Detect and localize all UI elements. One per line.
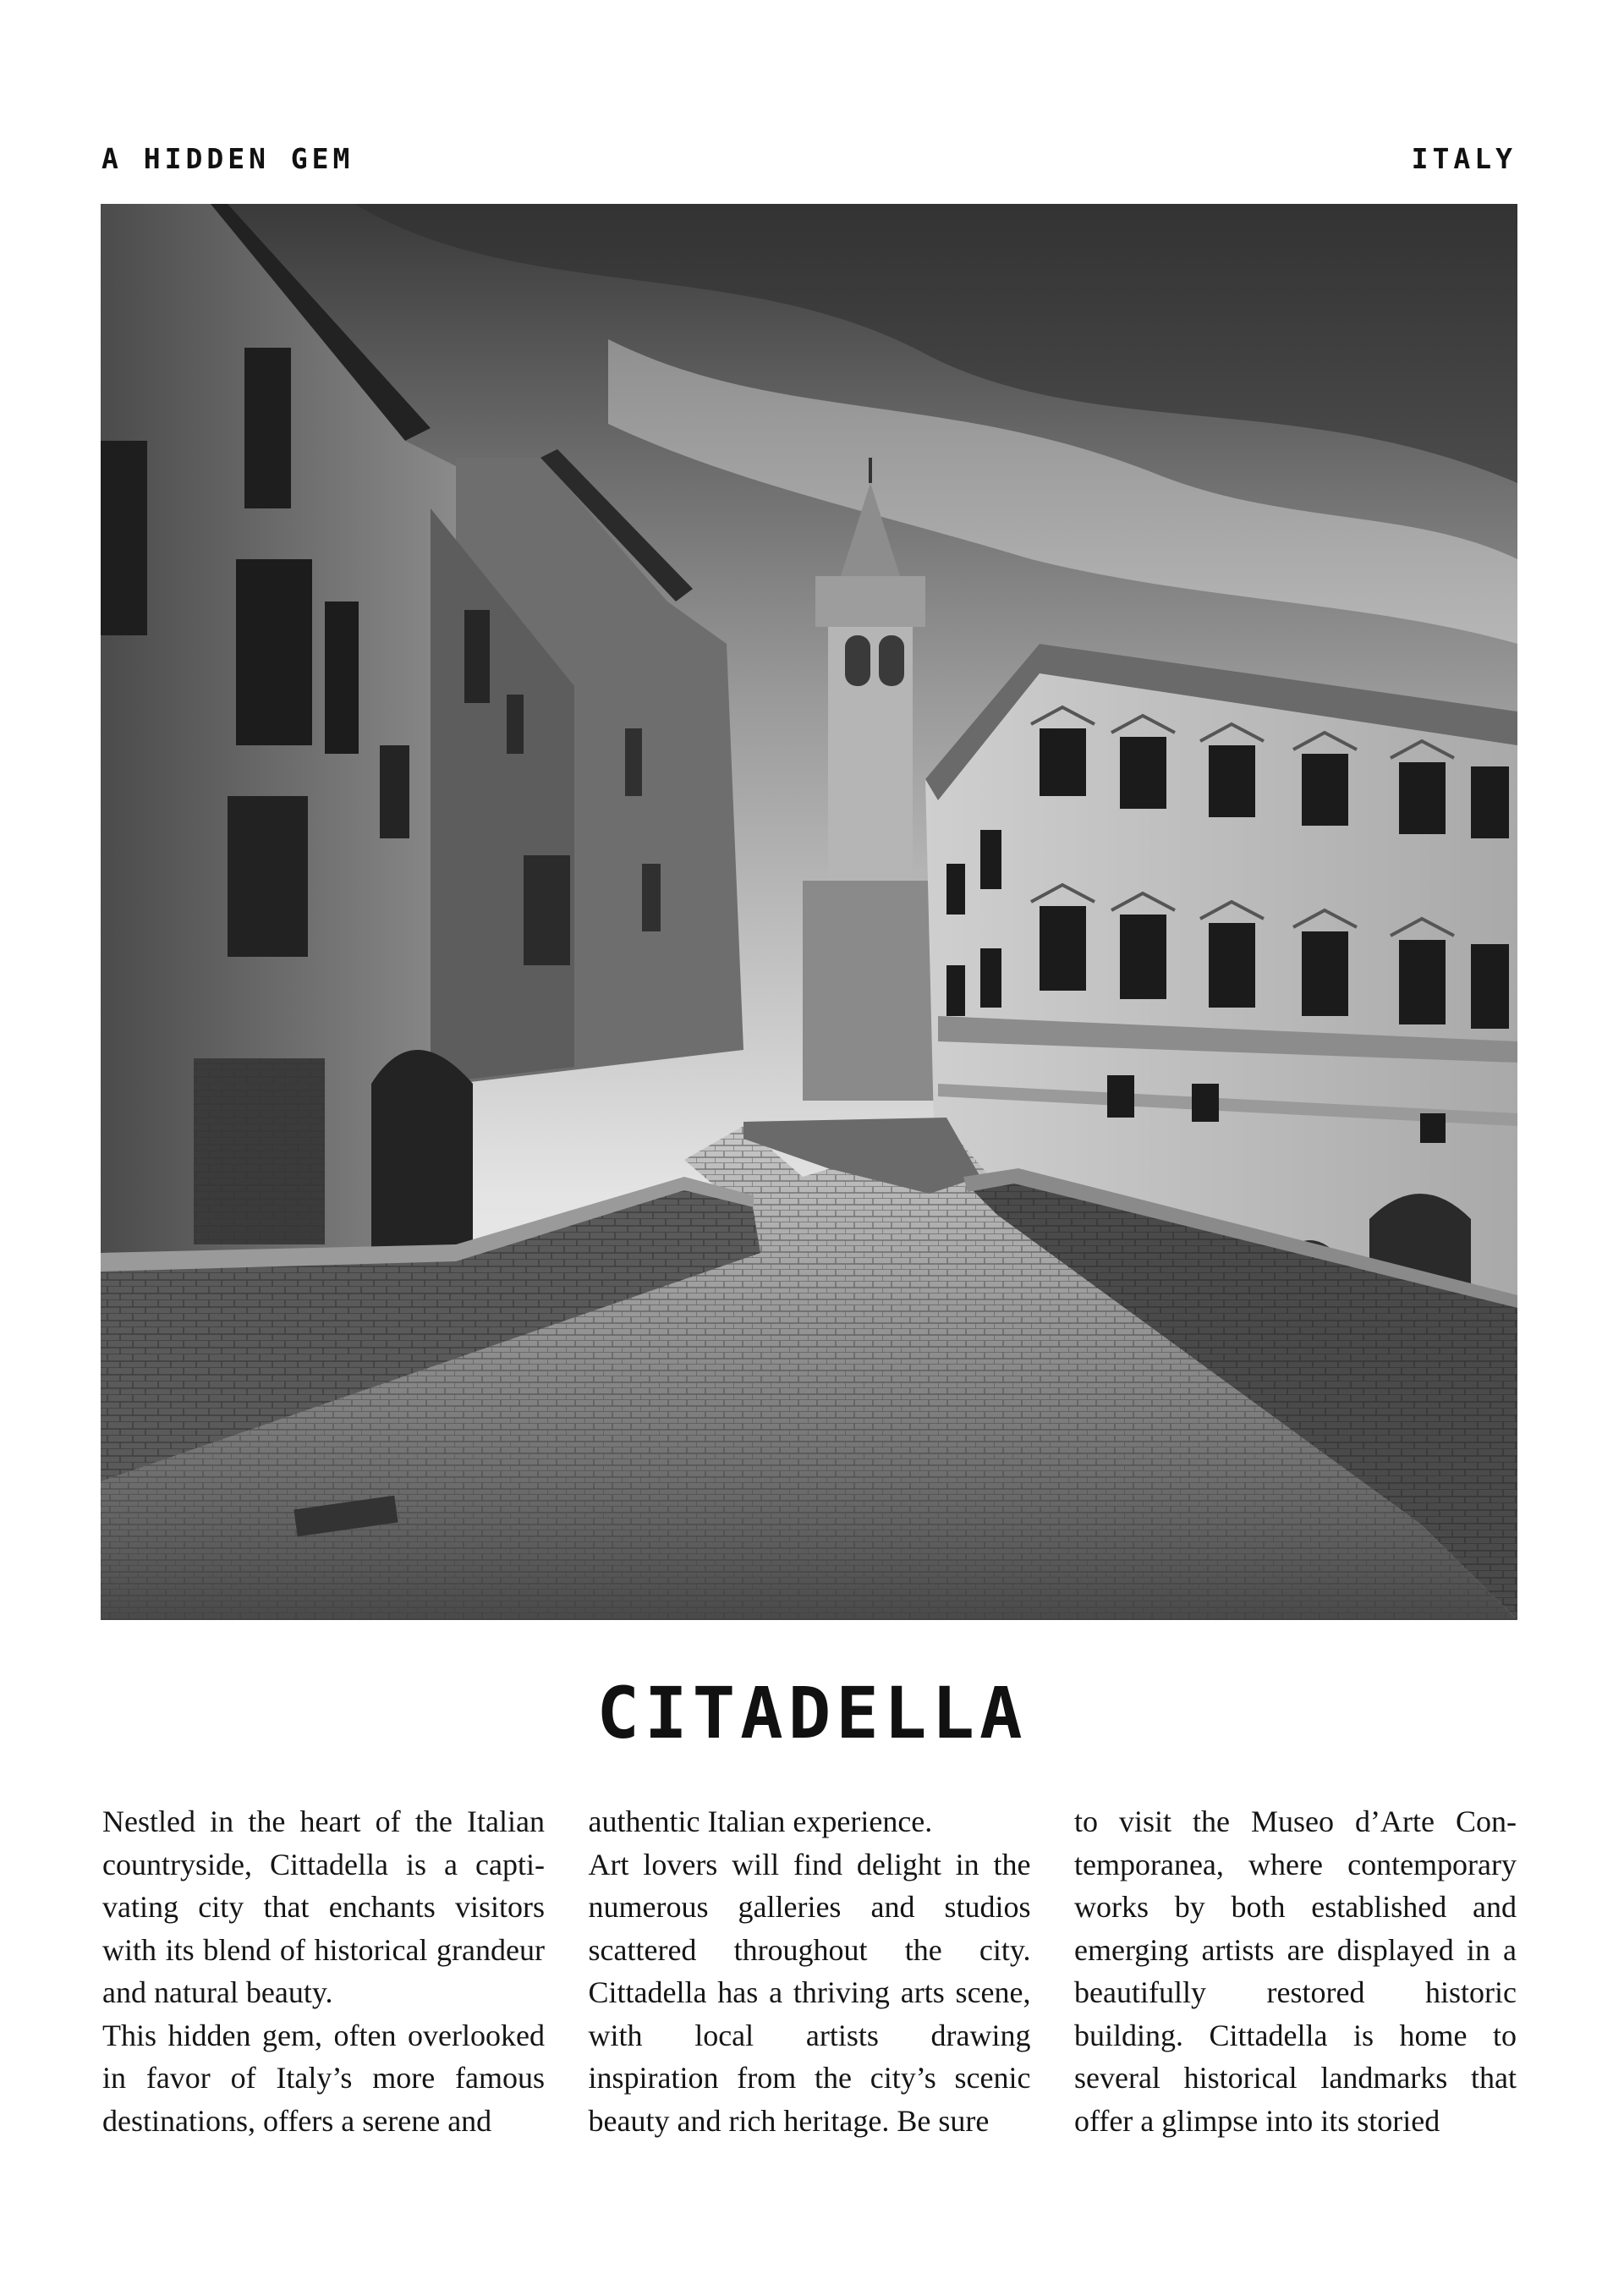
text-column-3 (1074, 1800, 1517, 2142)
paragraph: to visit the Museo d’Arte Contemporanea, where contemporary works by both established and emerging artists are displayed in a beautifully restored historic building. Cittadella is home to several historical landmarks that offer a glimpse into its storied (1074, 1804, 1517, 2138)
article-body (102, 1800, 1517, 2142)
paragraph: Art lovers will find delight in the numerous galleries and studios scattered throughout the city. Cittadella has a thriving arts scene, with local artists drawing inspiration from the city’s scenic beauty and rich heritage. Be sure (588, 1847, 1031, 2138)
section-kicker: A HIDDEN GEM (102, 142, 354, 175)
text-column-1 (102, 1800, 545, 2142)
article-title: CITADELLA (596, 1672, 1028, 1755)
paragraph: This hidden gem, often overlooked in favor of Italy’s more famous destinations, offers a serene and (102, 2018, 545, 2138)
country-label: ITALY (1411, 142, 1517, 175)
paragraph: authentic Italian experience. (588, 1804, 933, 1838)
text-column-2 (589, 1800, 1031, 2142)
street-photo (101, 204, 1517, 1620)
paragraph: Nestled in the heart of the Italian countryside, Cittadella is a captivating city that enchants visitors with its blend of historical grandeur and natural beauty. (102, 1804, 545, 2009)
